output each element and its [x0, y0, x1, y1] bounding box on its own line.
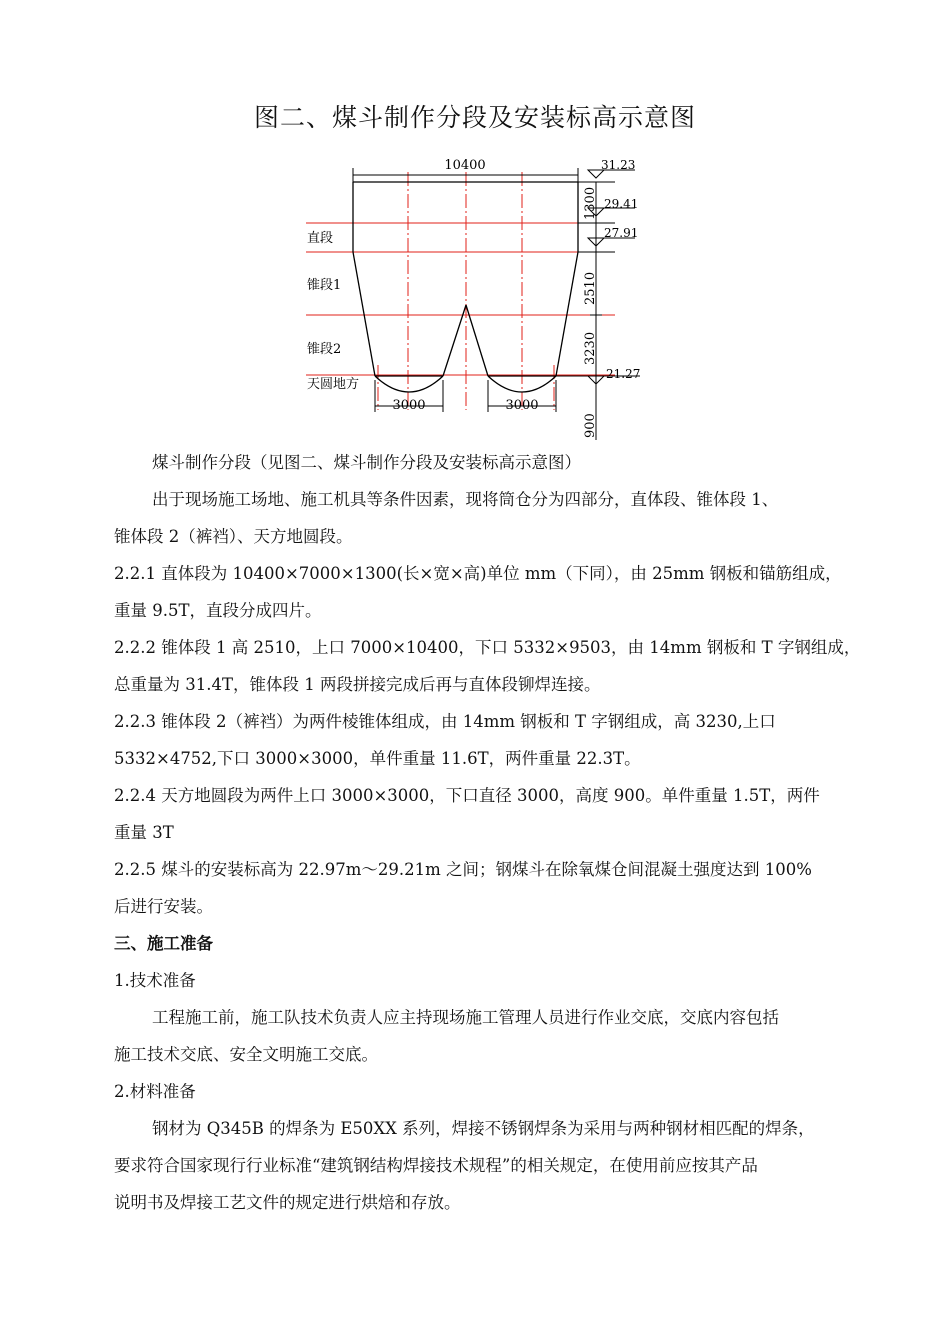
section-225-line-2: 后进行安装。: [114, 897, 213, 916]
heading-construction-prep: 三、施工准备: [114, 934, 213, 953]
tech-line-1: 工程施工前，施工队技术负责人应主持现场施工管理人员进行作业交底，交底内容包括: [152, 1008, 779, 1027]
dim-900: 900: [583, 413, 598, 438]
elevation-top: 31.23: [601, 158, 636, 172]
width-label: 10400: [444, 158, 486, 173]
material-line-3: 说明书及焊接工艺文件的规定进行烘焙和存放。: [114, 1193, 461, 1212]
section-222-line-2: 总重量为 31.4T，锥体段 1 两段拼接完成后再与直体段铆焊连接。: [114, 675, 601, 694]
section-225-line-1: 2.2.5 煤斗的安装标高为 22.97m～29.21m 之间；钢煤斗在除氧煤仓间混凝土强度达到 100%: [114, 860, 812, 879]
intro-line-1: 出于现场施工场地、施工机具等条件因素，现将筒仓分为四部分，直体段、锥体段 1、: [152, 490, 779, 509]
section-224-line-1: 2.2.4 天方地圆段为两件上口 3000×3000，下口直径 3000，高度 900。单件重量 1.5T，两件: [114, 786, 820, 805]
elevation-2: 29.41: [604, 197, 639, 211]
dim-1300: 1300: [583, 186, 598, 220]
label-transition: 天圆地方: [307, 377, 360, 392]
bottom-left-dim: 3000: [392, 398, 426, 413]
section-223-line-1: 2.2.3 锥体段 2（裤裆）为两件棱锥体组成，由 14mm 钢板和 T 字钢组成，高 3230,上口: [114, 712, 776, 731]
section-223-line-2: 5332×4752,下口 3000×3000，单件重量 11.6T，两件重量 22.3T。: [114, 749, 641, 768]
dim-3230: 3230: [583, 331, 598, 365]
page-title: 图二、煤斗制作分段及安装标高示意图: [253, 103, 696, 132]
section-224-line-2: 重量 3T: [114, 823, 174, 842]
tech-line-2: 施工技术交底、安全文明施工交底。: [114, 1045, 378, 1064]
caption: 煤斗制作分段（见图二、煤斗制作分段及安装标高示意图）: [152, 453, 581, 472]
section-221-line-2: 重量 9.5T，直段分成四片。: [114, 601, 322, 620]
section-222-line-1: 2.2.2 锥体段 1 高 2510，上口 7000×10400，下口 5332×9503，由 14mm 钢板和 T 字钢组成，: [114, 638, 861, 657]
center-lines: [378, 172, 554, 410]
heading-material-prep: 2.材料准备: [114, 1082, 196, 1101]
intro-line-2: 锥体段 2（裤裆）、天方地圆段。: [114, 527, 353, 546]
elevation-4: 21.27: [606, 367, 641, 381]
label-straight: 直段: [307, 231, 334, 246]
coal-hopper-diagram: [290, 150, 660, 440]
bottom-right-dim: 3000: [505, 398, 539, 413]
material-line-1: 钢材为 Q345B 的焊条为 E50XX 系列，焊接不锈钢焊条为采用与两种钢材相匹配的焊条，: [152, 1119, 815, 1138]
heading-tech-prep: 1.技术准备: [114, 971, 196, 990]
dim-2510: 2510: [583, 271, 598, 305]
label-cone2: 锥段2: [307, 342, 342, 357]
section-221-line-1: 2.2.1 直体段为 10400×7000×1300(长×宽×高)单位 mm（下同），由 25mm 钢板和锚筋组成，: [114, 564, 842, 583]
elevation-3: 27.91: [604, 226, 639, 240]
label-cone1: 锥段1: [307, 278, 342, 293]
material-line-2: 要求符合国家现行行业标准“建筑钢结构焊接技术规程”的相关规定，在使用前应按其产品: [114, 1156, 758, 1175]
